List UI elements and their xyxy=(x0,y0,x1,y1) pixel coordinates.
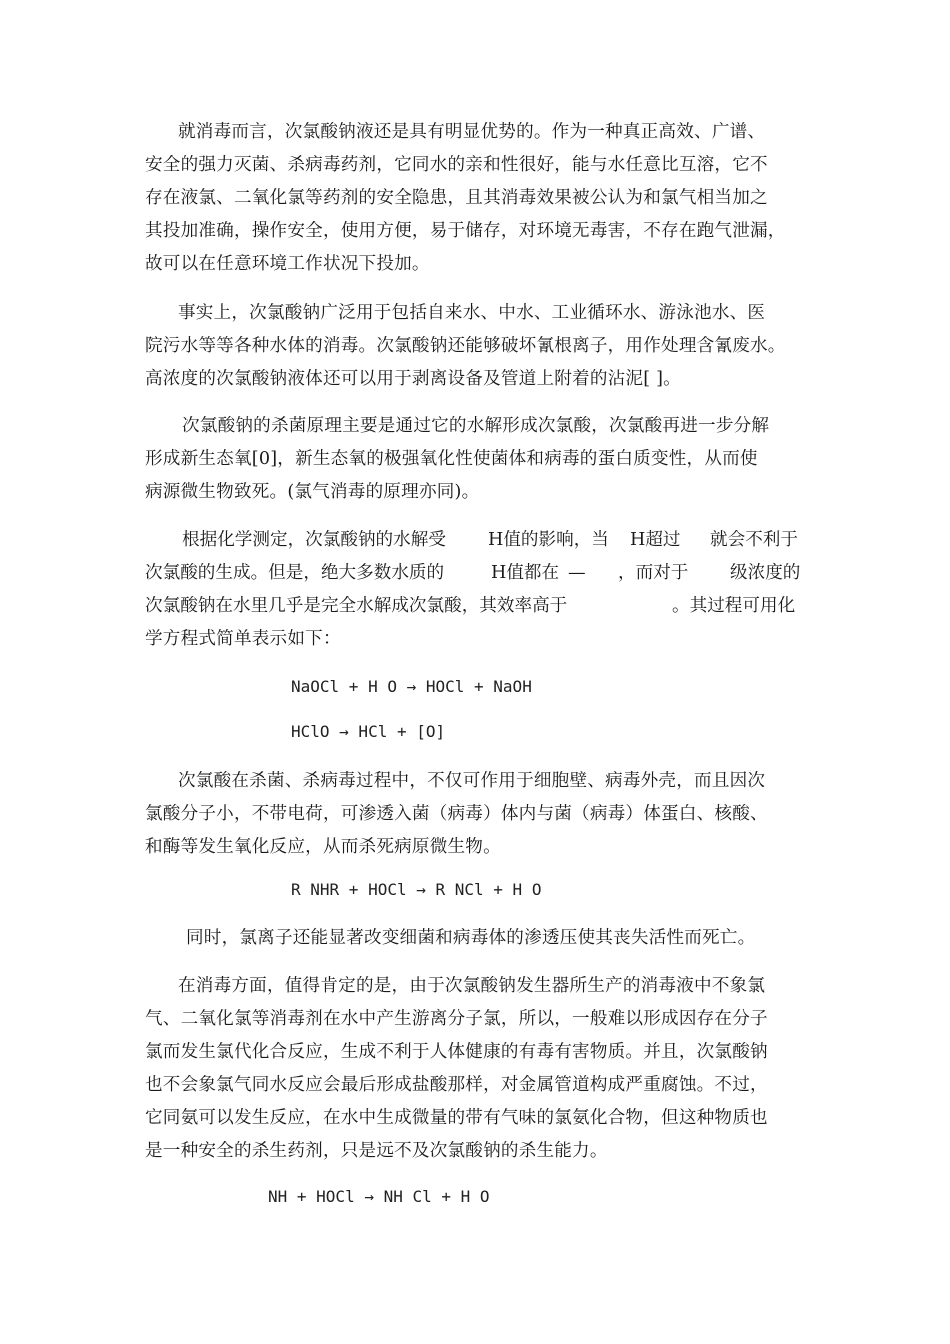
p7-line5: 它同氨可以发生反应，在水中生成微量的带有气味的氯氨化合物，但这种物质也 xyxy=(145,1108,768,1128)
p5-line3: 和酶等发生氧化反应，从而杀死病原微生物。 xyxy=(145,837,501,857)
p3-line2: 形成新生态氧[0]，新生态氧的极强氧化性使菌体和病毒的蛋白质变性，从而使 xyxy=(145,449,758,469)
p2-line1: 事实上，次氯酸钠广泛用于包括自来水、中水、工业循环水、游泳池水、医 xyxy=(178,303,766,323)
p3-line3: 病源微生物致死。(氯气消毒的原理亦同)。 xyxy=(145,482,480,502)
p4-line1-a: 根据化学测定，次氯酸钠的水解受 xyxy=(182,530,446,550)
p1-line1: 就消毒而言，次氯酸钠液还是具有明显优势的。作为一种真正高效、广谱、 xyxy=(178,122,766,142)
p7-line1: 在消毒方面，值得肯定的是，由于次氯酸钠发生器所生产的消毒液中不象氯 xyxy=(178,976,766,996)
p4-line3-a: 次氯酸钠在水里几乎是完全水解成次氯酸，其效率高于 xyxy=(145,596,568,616)
equation-1: NaOCl + H O → HOCl + NaOH xyxy=(291,677,532,696)
p7-line6: 是一种安全的杀生药剂，只是远不及次氯酸钠的杀生能力。 xyxy=(145,1141,608,1161)
equation-3: R NHR + HOCl → R NCl + H O xyxy=(291,880,542,899)
p2-line3: 高浓度的次氯酸钠液体还可以用于剥离设备及管道上附着的沾泥[ ]。 xyxy=(145,369,681,389)
p5-line2: 氯酸分子小，不带电荷，可渗透入菌（病毒）体内与菌（病毒）体蛋白、核酸、 xyxy=(145,804,768,824)
p4-line4: 学方程式简单表示如下： xyxy=(145,629,341,649)
p7-line4: 也不会象氯气同水反应会最后形成盐酸那样，对金属管道构成严重腐蚀。不过， xyxy=(145,1075,768,1095)
equation-4: NH + HOCl → NH Cl + H O xyxy=(268,1187,490,1206)
p1-line3: 存在液氯、二氧化氯等药剂的安全隐患，且其消毒效果被公认为和氯气相当加之 xyxy=(145,188,768,208)
p4-line2-d: ，而对于 xyxy=(618,563,689,583)
p1-line4: 其投加准确，操作安全，使用方便，易于储存，对环境无毒害，不存在跑气泄漏， xyxy=(145,221,786,241)
p4-line2-a: 次氯酸的生成。但是，绝大多数水质的 xyxy=(145,563,445,583)
p4-line3-b: 。其过程可用化 xyxy=(672,596,796,616)
p1-line5: 故可以在任意环境工作状况下投加。 xyxy=(145,254,430,274)
p2-line2: 院污水等等各种水体的消毒。次氯酸钠还能够破坏氰根离子，用作处理含氰废水。 xyxy=(145,336,786,356)
p4-line1-c: H超过 xyxy=(630,530,681,550)
p5-line1: 次氯酸在杀菌、杀病毒过程中，不仅可作用于细胞壁、病毒外壳，而且因次 xyxy=(178,771,766,791)
equation-2: HClO → HCl + [O] xyxy=(291,722,446,741)
p4-line2-e: 级浓度的 xyxy=(730,563,801,583)
p4-line2-c: — xyxy=(568,563,586,583)
p6-line1: 同时，氯离子还能显著改变细菌和病毒体的渗透压使其丧失活性而死亡。 xyxy=(186,928,756,948)
p1-line2: 安全的强力灭菌、杀病毒药剂，它同水的亲和性很好，能与水任意比互溶，它不 xyxy=(145,155,768,175)
p4-line1-d: 就会不利于 xyxy=(710,530,798,550)
p7-line3: 氯而发生氯代化合反应，生成不利于人体健康的有毒有害物质。并且，次氯酸钠 xyxy=(145,1042,768,1062)
p4-line2-b: H值都在 xyxy=(491,563,560,583)
p3-line1: 次氯酸钠的杀菌原理主要是通过它的水解形成次氯酸，次氯酸再进一步分解 xyxy=(182,416,770,436)
p7-line2: 气、二氧化氯等消毒剂在水中产生游离分子氯，所以，一般难以形成因存在分子 xyxy=(145,1009,768,1029)
p4-line1-b: H值的影响，当 xyxy=(488,530,609,550)
